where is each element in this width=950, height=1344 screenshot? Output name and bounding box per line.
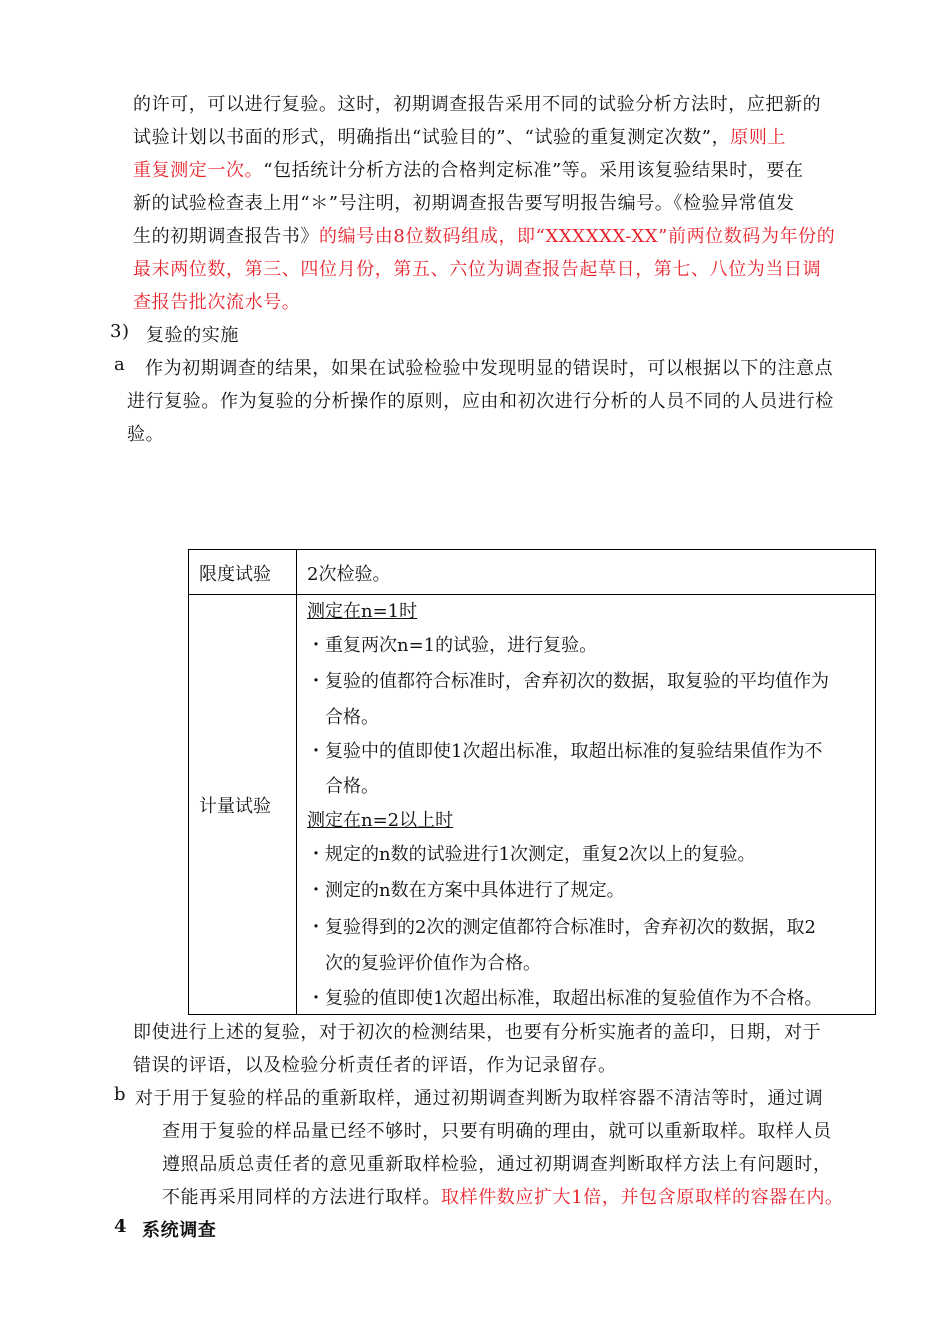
row-limit-test-value: 2次检验。 (307, 564, 391, 585)
intro-line-2 (133, 123, 786, 149)
retest-table (188, 549, 876, 1015)
table-column-divider (296, 550, 297, 1014)
sub1-bullet-3a: ・复验中的值即使1次超出标准，取超出标准的复验结果值作为不 (307, 741, 823, 762)
item-a-marker: a (114, 354, 126, 375)
item-b-line-3: 遵照品质总责任者的意见重新取样检验，通过初期调查判断取样方法上有问题时， (162, 1154, 832, 1175)
item-b-line-4-text: 不能再采用同样的方法进行取样。 (162, 1187, 441, 1208)
intro-line-1: 的许可，可以进行复验。这时，初期调查报告采用不同的试验分析方法时，应把新的 (133, 94, 822, 115)
section-4-number: 4 (114, 1216, 128, 1237)
intro-line-5-text: 生的初期调查报告书》 (133, 226, 319, 247)
section-4-title: 系统调查 (142, 1220, 217, 1241)
sub1-title: 测定在n=1时 (307, 601, 418, 622)
sub2-bullet-3b: 次的复验评价值作为合格。 (325, 953, 541, 974)
item-b-line-4 (162, 1183, 844, 1209)
item-a-line-1: 作为初期调查的结果，如果在试验检验中发现明显的错误时，可以根据以下的注意点 (145, 358, 834, 379)
item-b-line-2: 查用于复验的样品量已经不够时，只要有明确的理由，就可以重新取样。取样人员 (162, 1121, 832, 1142)
after-table-line-2: 错误的评语，以及检验分析责任者的评语，作为记录留存。 (133, 1055, 617, 1076)
item-b-line-4-red: 取样件数应扩大1倍，并包含原取样的容器在内。 (441, 1187, 844, 1208)
row-limit-test-label: 限度试验 (199, 564, 271, 585)
item-b-marker: b (114, 1084, 127, 1105)
row-quant-test-label: 计量试验 (199, 796, 271, 817)
intro-line-3 (133, 156, 804, 182)
sub1-bullet-1: ・重复两次n=1的试验，进行复验。 (307, 635, 598, 656)
intro-line-3-red: 重复测定一次。 (133, 160, 264, 181)
intro-line-3-text: “包括统计分析方法的合格判定标准”等。采用该复验结果时，要在 (263, 160, 804, 181)
table-row-divider (189, 594, 875, 595)
after-table-line-1: 即使进行上述的复验，对于初次的检测结果，也要有分析实施者的盖印，日期，对于 (133, 1022, 822, 1043)
item-a-line-2: 进行复验。作为复验的分析操作的原则，应由和初次进行分析的人员不同的人员进行检 (127, 391, 834, 412)
intro-line-7: 查报告批次流水号。 (133, 292, 301, 313)
section-3-number: 3) (110, 321, 130, 342)
section-3-title: 复验的实施 (146, 325, 239, 346)
item-a-line-3: 验。 (127, 424, 165, 445)
sub2-bullet-3a: ・复验得到的2次的测定值都符合标准时，舍弃初次的数据，取2 (307, 917, 816, 938)
sub1-bullet-3b: 合格。 (325, 776, 379, 797)
sub1-bullet-2b: 合格。 (325, 707, 379, 728)
intro-line-2-text: 试验计划以书面的形式，明确指出“试验目的”、“试验的重复测定次数”， (133, 127, 731, 148)
item-b-line-1: 对于用于复验的样品的重新取样，通过初期调查判断为取样容器不清洁等时，通过调 (135, 1088, 824, 1109)
intro-line-5-red: 的编号由8位数码组成，即“XXXXXX-XX”前两位数码为年份的 (319, 226, 836, 247)
sub2-bullet-1: ・规定的n数的试验进行1次测定，重复2次以上的复验。 (307, 844, 756, 865)
intro-line-6: 最末两位数，第三、四位月份，第五、六位为调查报告起草日，第七、八位为当日调 (133, 259, 822, 280)
sub2-title: 测定在n=2以上时 (307, 810, 454, 831)
intro-line-5 (133, 222, 835, 248)
intro-line-2-red: 原则上 (730, 127, 787, 148)
sub2-bullet-2: ・测定的n数在方案中具体进行了规定。 (307, 880, 625, 901)
sub2-bullet-4: ・复验的值即使1次超出标准，取超出标准的复验值作为不合格。 (307, 988, 823, 1009)
intro-line-4: 新的试验检查表上用“＊”号注明，初期调查报告要写明报告编号。《检验异常值发 (133, 193, 795, 214)
sub1-bullet-2a: ・复验的值都符合标准时，舍弃初次的数据，取复验的平均值作为 (307, 671, 829, 692)
